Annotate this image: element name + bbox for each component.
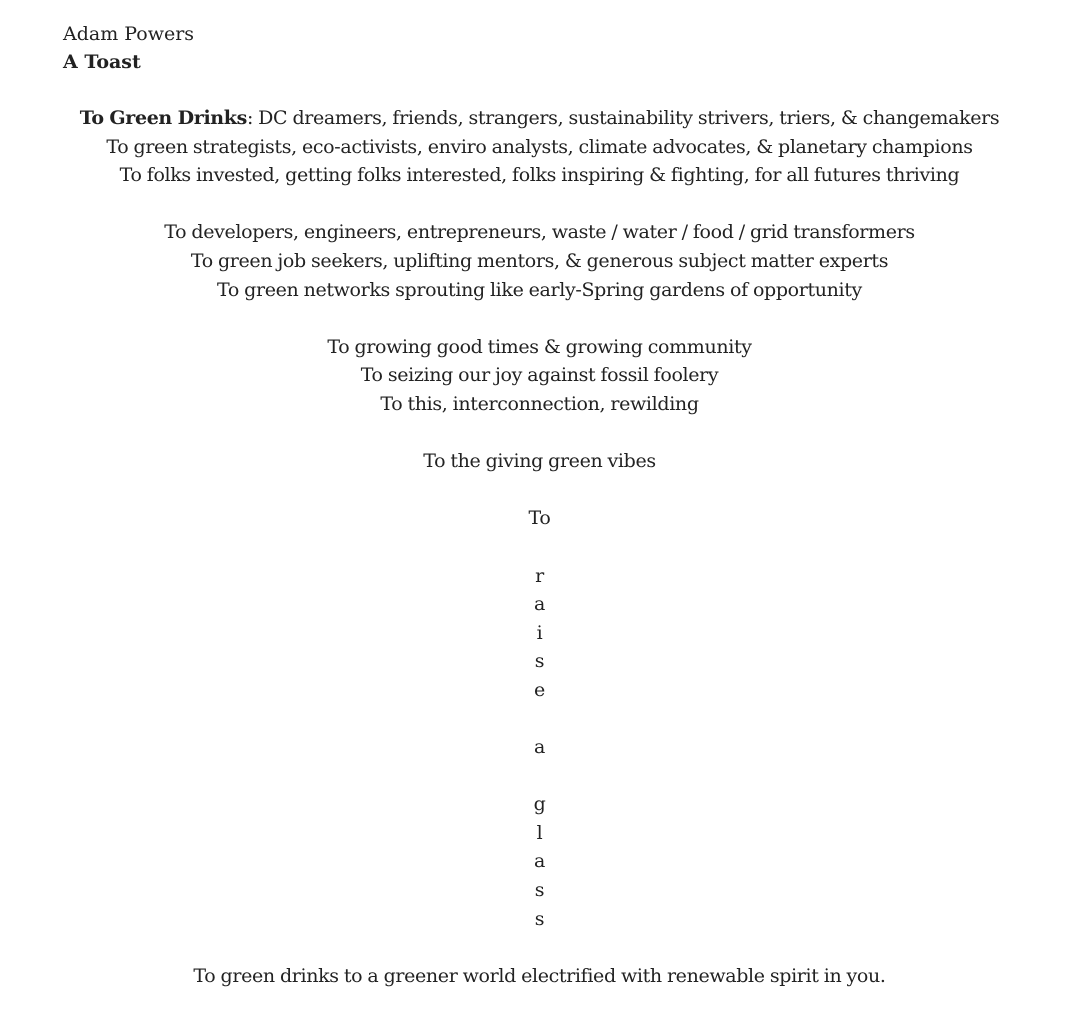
stanza1-lead: To Green Drinks — [79, 107, 247, 129]
vertical-a: a — [534, 736, 545, 759]
stanza3-line1: To growing good times & growing community — [327, 335, 752, 358]
stanza2-line1: To developers, engineers, entrepreneurs, waste / water / food / grid transformers — [164, 221, 915, 244]
author-name: Adam Powers — [63, 23, 195, 45]
vertical-letter-glass: g — [533, 793, 546, 816]
vertical-to: To — [528, 507, 551, 530]
stanza3-line3: To this, interconnection, rewilding — [380, 392, 699, 415]
stanza2-line2: To green job seekers, uplifting mentors, & generous subject matter experts — [190, 249, 889, 272]
stanza1-line1-rest: : DC dreamers, friends, strangers, sustainability strivers, triers, & changemakers — [246, 107, 1000, 129]
vertical-letter-raise: a — [534, 593, 545, 616]
vertical-letter-glass: s — [534, 907, 545, 930]
stanza-gap — [0, 704, 1079, 733]
stanza-gap — [0, 762, 1079, 791]
poem-title: A Toast — [63, 51, 141, 73]
stanza4-line1: To the giving green vibes — [423, 450, 656, 473]
stanza-gap — [0, 533, 1079, 562]
poem-body — [0, 104, 1079, 933]
vertical-letter-raise: s — [534, 650, 545, 673]
stanza-gap — [0, 419, 1079, 448]
vertical-letter-glass: s — [534, 879, 545, 902]
stanza2-line3: To green networks sprouting like early-Spring gardens of opportunity — [217, 278, 862, 301]
stanza3-line2: To seizing our joy against fossil foolery — [360, 364, 719, 387]
stanza-gap — [0, 304, 1079, 333]
vertical-letter-glass: l — [536, 821, 543, 844]
stanza-gap — [0, 190, 1079, 219]
vertical-letter-raise: e — [534, 678, 545, 701]
vertical-letter-raise: i — [536, 621, 543, 644]
stanza1-line1 — [0, 104, 1079, 133]
stanza-gap — [0, 476, 1079, 505]
closing-line: To green drinks to a greener world electrified with renewable spirit in you. — [193, 965, 886, 987]
stanza1-line3: To folks invested, getting folks interested, folks inspiring & fighting, for all futures thriving — [119, 164, 960, 187]
stanza1-line2: To green strategists, eco-activists, enviro analysts, climate advocates, & planetary champions — [106, 135, 973, 158]
vertical-letter-raise: r — [535, 564, 544, 587]
vertical-letter-glass: a — [534, 850, 545, 873]
